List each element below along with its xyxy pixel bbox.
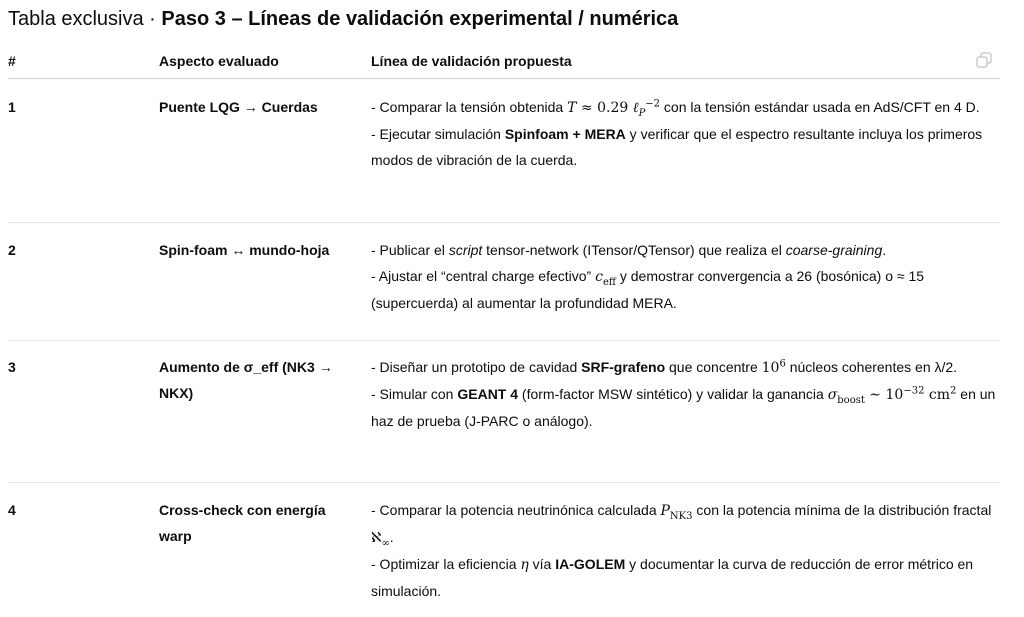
validation-table	[8, 44, 1000, 617]
validation-line: - Diseñar un prototipo de cavidad SRF-grafeno que concentre $10^6$ núcleos coherentes en λ/2.	[371, 354, 1000, 381]
row-aspect: Spin-foam ↔ mundo-hoja	[159, 223, 371, 341]
row-number: 4	[8, 483, 159, 617]
row-validation	[371, 79, 1000, 223]
validation-line: - Ajustar el “central charge efectivo” $c_{eff}$ y demostrar convergencia a 26 (bosónica) o ≈ 15 (supercuerda) al aumentar la profundidad MERA.	[371, 263, 1000, 316]
validation-line: - Comparar la tensión obtenida T ≈ 0.29 ℓ$_P^{-2}$ con la tensión estándar usada en AdS/CFT en 4 D.	[371, 94, 1000, 121]
page-title	[8, 6, 678, 32]
row-aspect: Aumento de σ_eff (NK3 → NKX)	[159, 341, 371, 483]
table-row	[8, 483, 1000, 617]
row-validation	[371, 341, 1000, 483]
validation-line: - Optimizar la eficiencia η vía IA-GOLEM y documentar la curva de reducción de error métrico en simulación.	[371, 551, 1000, 604]
row-aspect: Cross-check con energía warp	[159, 483, 371, 617]
row-number: 3	[8, 341, 159, 483]
validation-line: - Simular con GEANT 4 (form-factor MSW sintético) y validar la ganancia $\sigma_{boost}$ ∼ $10^{-32}$ $cm^2$ en un haz de prueba (J-PARC o análogo).	[371, 381, 1000, 434]
validation-line: - Ejecutar simulación Spinfoam + MERA y verificar que el espectro resultante incluya los primeros modos de vibración de la cuerda.	[371, 121, 1000, 173]
header-aspect: Aspecto evaluado	[159, 44, 371, 79]
row-number: 2	[8, 223, 159, 341]
row-validation	[371, 223, 1000, 341]
table-row	[8, 341, 1000, 483]
table-row	[8, 79, 1000, 223]
row-number: 1	[8, 79, 159, 223]
title-prefix: Tabla exclusiva ·	[8, 8, 161, 30]
row-aspect: Puente LQG → Cuerdas	[159, 79, 371, 223]
row-validation	[371, 483, 1000, 617]
table-header-row	[8, 44, 1000, 79]
header-validation: Línea de validación propuesta	[371, 44, 1000, 79]
title-bold: Paso 3 – Líneas de validación experimental / numérica	[161, 8, 678, 30]
table-row	[8, 223, 1000, 341]
validation-line: - Comparar la potencia neutrinónica calculada $P_{NK3}$ con la potencia mínima de la distribución fractal ℵ$_\infty$.	[371, 497, 1000, 551]
validation-line: - Publicar el script tensor-network (ITensor/QTensor) que realiza el coarse-graining.	[371, 237, 1000, 263]
header-number: #	[8, 44, 159, 79]
